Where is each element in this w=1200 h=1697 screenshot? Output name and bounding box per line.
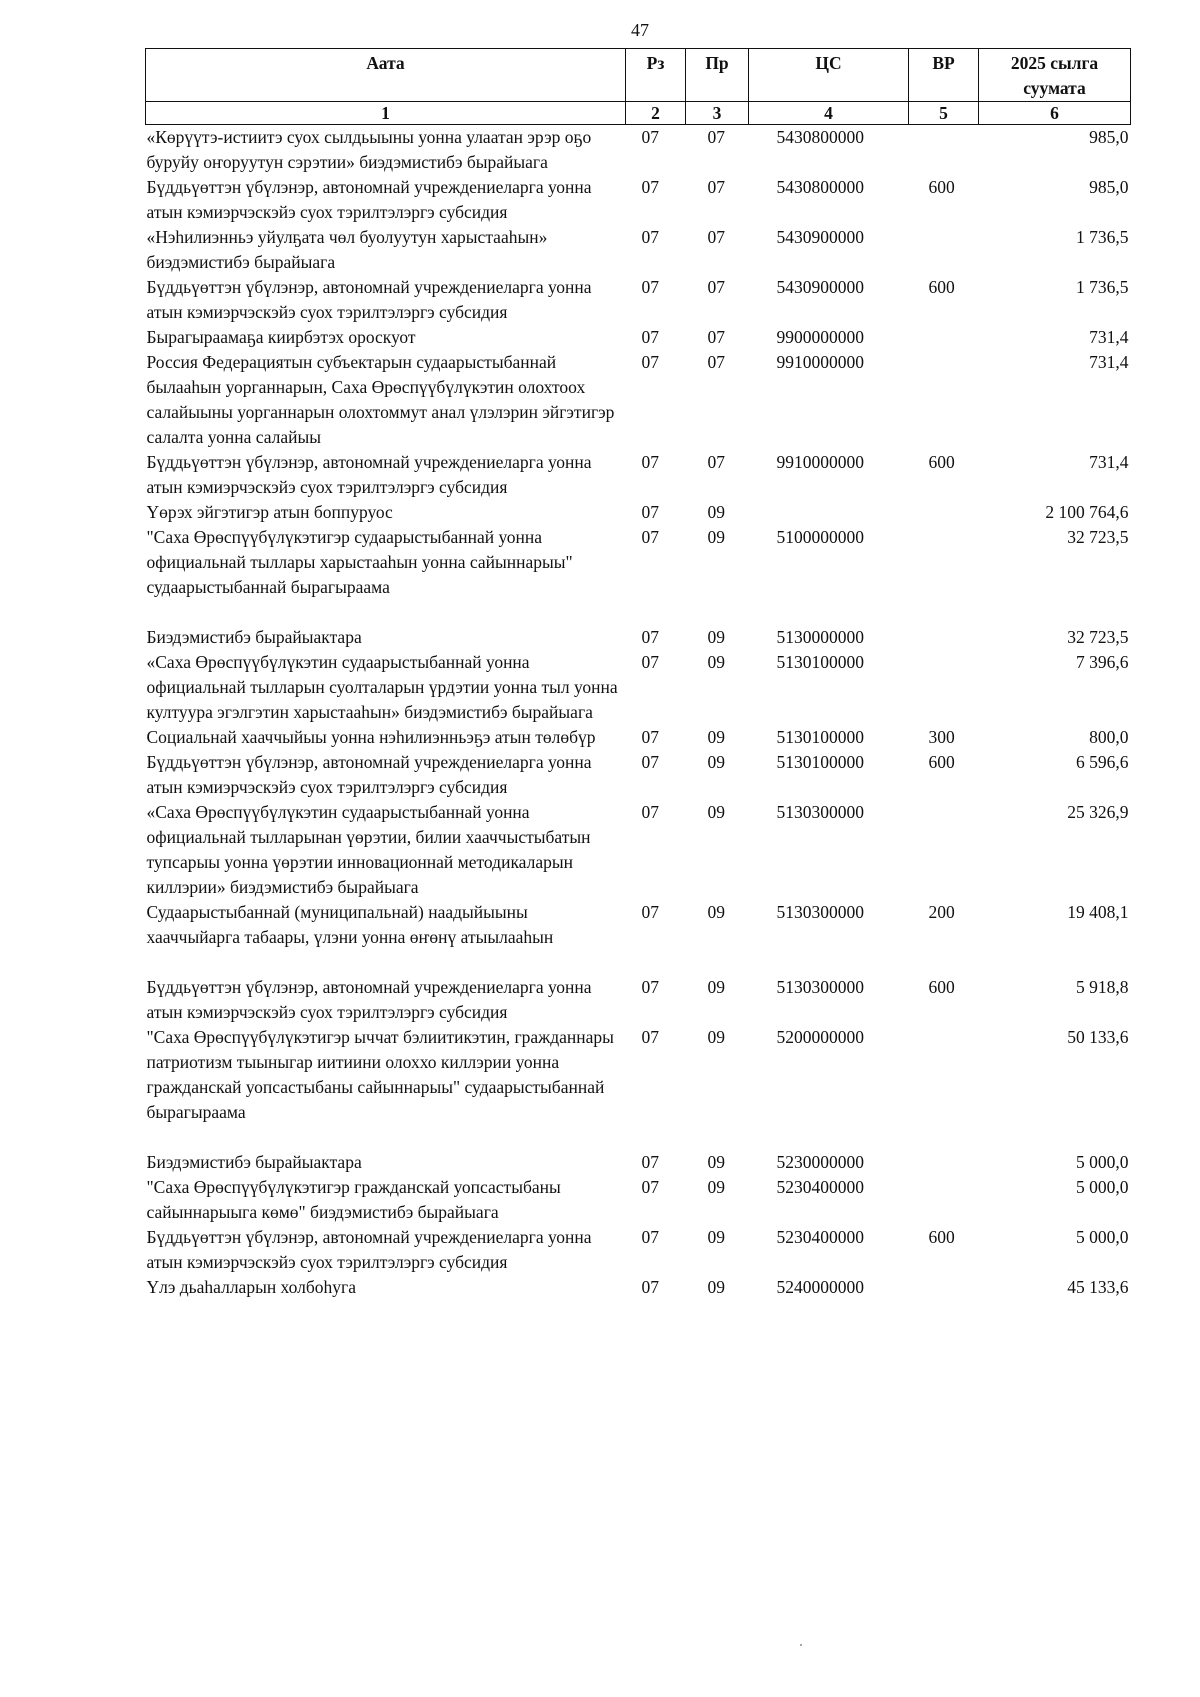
cell-cs: 5240000000 (776, 1277, 864, 1297)
cell-rz: 07 (641, 502, 659, 522)
cell-vr: 600 (928, 277, 955, 297)
cell-rz: 07 (641, 1227, 659, 1247)
cell-name: «Саха Өрөспүүбүлүкэтин судаарыстыбаннай уонна официальнай тылларын суолталарын үрдэтии уонна тыл уонна култуура эгэлгэтин харыстааһын» биэдэмистибэ бырайыага (146, 652, 618, 722)
cell-vr (909, 1025, 979, 1150)
cell-name: Бүддьүөттэн үбүлэнэр, автономнай учреждениеларга уонна атын кэмиэрчэскэйэ суох тэрилтэлэргэ субсидия (146, 752, 592, 797)
cell-sum: 45 133,6 (1067, 1277, 1129, 1297)
cell-rz: 07 (641, 352, 659, 372)
cell-name: Бүддьүөттэн үбүлэнэр, автономнай учреждениеларга уонна атын кэмиэрчэскэйэ суох тэрилтэлэргэ субсидия (146, 177, 592, 222)
cell-vr: 300 (928, 727, 955, 747)
table-row (146, 500, 1131, 525)
cell-sum: 800,0 (1089, 727, 1129, 747)
table-row (146, 1150, 1131, 1175)
cell-name: Социальнай хааччыйыы уонна нэһилиэнньэҕэ атын төлөбүр (146, 727, 596, 747)
cell-pr: 07 (707, 277, 725, 297)
cell-pr: 09 (707, 977, 725, 997)
cell-vr (909, 650, 979, 725)
cell-rz: 07 (641, 752, 659, 772)
cell-pr: 07 (707, 177, 725, 197)
scan-speck (800, 1644, 802, 1646)
cell-rz: 07 (641, 1027, 659, 1047)
page-number: 47 (631, 20, 649, 40)
cell-rz: 07 (641, 227, 659, 247)
cell-pr: 09 (707, 1027, 725, 1047)
cell-name: «Көрүүтэ-истиитэ суох сылдьыыны уонна улаатан эрэр оҕо буруйу оҥоруутун сэрэтии» биэдэмистибэ бырайыага (146, 127, 592, 172)
column-number: 4 (749, 102, 909, 125)
cell-rz: 07 (641, 902, 659, 922)
cell-vr: 600 (928, 977, 955, 997)
cell-name: Биэдэмистибэ бырайыактара (146, 1152, 362, 1172)
cell-cs: 5130100000 (776, 652, 864, 672)
cell-cs (749, 500, 909, 525)
cell-pr: 09 (707, 727, 725, 747)
cell-cs: 5200000000 (776, 1027, 864, 1047)
table-row (146, 125, 1131, 176)
cell-rz: 07 (641, 1277, 659, 1297)
column-number: 1 (146, 102, 626, 125)
cell-name: Үлэ дьаһалларын холбоһуга (146, 1277, 356, 1297)
cell-name: Бүддьүөттэн үбүлэнэр, автономнай учреждениеларга уонна атын кэмиэрчэскэйэ суох тэрилтэлэргэ субсидия (146, 977, 592, 1022)
table-row (146, 525, 1131, 625)
cell-vr (909, 800, 979, 900)
cell-cs: 5230400000 (776, 1227, 864, 1247)
cell-sum: 731,4 (1089, 352, 1129, 372)
cell-sum: 19 408,1 (1067, 902, 1129, 922)
cell-cs: 5100000000 (776, 527, 864, 547)
header-sum: 2025 сылга суумата (979, 49, 1131, 102)
cell-sum: 7 396,6 (1076, 652, 1129, 672)
cell-cs: 5130300000 (776, 977, 864, 997)
cell-sum: 50 133,6 (1067, 1027, 1129, 1047)
cell-vr (909, 325, 979, 350)
table-row (146, 1275, 1131, 1300)
cell-name: Бүддьүөттэн үбүлэнэр, автономнай учреждениеларга уонна атын кэмиэрчэскэйэ суох тэрилтэлэргэ субсидия (146, 277, 592, 322)
cell-pr: 09 (707, 527, 725, 547)
cell-rz: 07 (641, 327, 659, 347)
cell-cs: 5430800000 (776, 177, 864, 197)
cell-name: Бүддьүөттэн үбүлэнэр, автономнай учреждениеларга уонна атын кэмиэрчэскэйэ суох тэрилтэлэргэ субсидия (146, 452, 592, 497)
cell-rz: 07 (641, 1177, 659, 1197)
cell-rz: 07 (641, 1152, 659, 1172)
table-row (146, 975, 1131, 1025)
cell-name: "Саха Өрөспүүбүлүкэтигэр гражданскай уопсастыбаны сайыннарыыга көмө" биэдэмистибэ бырайыага (146, 1177, 561, 1222)
cell-pr: 09 (707, 1177, 725, 1197)
cell-rz: 07 (641, 177, 659, 197)
cell-pr: 09 (707, 627, 725, 647)
cell-vr (909, 225, 979, 275)
cell-rz: 07 (641, 527, 659, 547)
cell-pr: 09 (707, 802, 725, 822)
cell-sum: 5 000,0 (1076, 1227, 1129, 1247)
table-row (146, 350, 1131, 450)
cell-sum: 2 100 764,6 (1045, 502, 1129, 522)
cell-vr (909, 125, 979, 176)
cell-sum: 5 000,0 (1076, 1177, 1129, 1197)
table-row (146, 750, 1131, 800)
cell-cs: 9900000000 (776, 327, 864, 347)
header-cs: ЦС (749, 49, 909, 102)
cell-pr: 07 (707, 127, 725, 147)
cell-sum: 1 736,5 (1076, 227, 1129, 247)
column-number: 6 (979, 102, 1131, 125)
cell-sum: 6 596,6 (1076, 752, 1129, 772)
cell-cs: 9910000000 (776, 452, 864, 472)
table-row (146, 1225, 1131, 1275)
cell-cs: 5430900000 (776, 227, 864, 247)
cell-vr: 600 (928, 177, 955, 197)
table-row (146, 725, 1131, 750)
cell-sum: 731,4 (1089, 327, 1129, 347)
cell-sum: 5 918,8 (1076, 977, 1129, 997)
cell-name: Судаарыстыбаннай (муниципальнай) наадыйыыны хааччыйарга табаары, үлэни уонна өҥөнү атыылааһын (146, 902, 554, 947)
cell-vr: 600 (928, 752, 955, 772)
header-name: Аата (146, 49, 626, 102)
cell-cs: 5130000000 (776, 627, 864, 647)
column-number: 2 (626, 102, 686, 125)
cell-name: Үөрэх эйгэтигэр атын боппуруос (146, 502, 393, 522)
table-row (146, 650, 1131, 725)
cell-sum: 5 000,0 (1076, 1152, 1129, 1172)
cell-vr (909, 350, 979, 450)
cell-cs: 5430900000 (776, 277, 864, 297)
cell-cs: 5230400000 (776, 1177, 864, 1197)
cell-pr: 09 (707, 902, 725, 922)
cell-pr: 09 (707, 652, 725, 672)
cell-rz: 07 (641, 277, 659, 297)
cell-pr: 07 (707, 327, 725, 347)
cell-name: Биэдэмистибэ бырайыактара (146, 627, 362, 647)
cell-cs: 5230000000 (776, 1152, 864, 1172)
column-number: 5 (909, 102, 979, 125)
cell-vr (909, 500, 979, 525)
cell-rz: 07 (641, 452, 659, 472)
header-vr: ВР (909, 49, 979, 102)
table-row (146, 800, 1131, 900)
cell-pr: 07 (707, 227, 725, 247)
cell-rz: 07 (641, 127, 659, 147)
budget-table (145, 48, 1131, 1300)
cell-cs: 9910000000 (776, 352, 864, 372)
table-row (146, 325, 1131, 350)
cell-cs: 5130300000 (776, 902, 864, 922)
cell-pr: 09 (707, 1277, 725, 1297)
header-pr: Пр (686, 49, 749, 102)
cell-rz: 07 (641, 627, 659, 647)
cell-sum: 985,0 (1089, 177, 1129, 197)
cell-name: "Саха Өрөспүүбүлүкэтигэр судаарыстыбаннай уонна официальнай тыллары харыстааһын уонна сайыннарыы" судаарыстыбаннай бырагыраама (146, 527, 573, 597)
column-number-row (146, 102, 1131, 125)
table-row (146, 900, 1131, 975)
table-row (146, 225, 1131, 275)
cell-sum: 32 723,5 (1067, 627, 1129, 647)
cell-vr (909, 625, 979, 650)
header-rz: Рз (626, 49, 686, 102)
table-row (146, 1175, 1131, 1225)
cell-vr (909, 1175, 979, 1225)
cell-cs: 5130300000 (776, 802, 864, 822)
column-number: 3 (686, 102, 749, 125)
table-row (146, 275, 1131, 325)
cell-rz: 07 (641, 802, 659, 822)
cell-pr: 09 (707, 502, 725, 522)
table-row (146, 1025, 1131, 1150)
cell-name: "Саха Өрөспүүбүлүкэтигэр ыччат бэлиитикэтин, гражданнары патриотизм тыыныгар иитиини олоххо киллэрии уонна гражданскай уопсастыбаны сайыннарыы" судаарыстыбаннай бырагыраама (146, 1027, 614, 1122)
table-header-row (146, 49, 1131, 102)
cell-vr (909, 1150, 979, 1175)
table-body (146, 125, 1131, 1301)
cell-vr: 600 (928, 452, 955, 472)
cell-rz: 07 (641, 652, 659, 672)
cell-cs: 5430800000 (776, 127, 864, 147)
cell-pr: 09 (707, 1152, 725, 1172)
cell-sum: 25 326,9 (1067, 802, 1129, 822)
cell-name: «Саха Өрөспүүбүлүкэтин судаарыстыбаннай уонна официальнай тылларынан үөрэтии, билии хааччыстыбатын тупсарыы уонна үөрэтии инновационнай методикаларын киллэрии» биэдэмистибэ бырайыага (146, 802, 591, 897)
table-row (146, 450, 1131, 500)
cell-rz: 07 (641, 977, 659, 997)
table-row (146, 625, 1131, 650)
cell-pr: 07 (707, 352, 725, 372)
cell-cs: 5130100000 (776, 752, 864, 772)
cell-sum: 32 723,5 (1067, 527, 1129, 547)
cell-vr: 600 (928, 1227, 955, 1247)
cell-name: Бүддьүөттэн үбүлэнэр, автономнай учреждениеларга уонна атын кэмиэрчэскэйэ суох тэрилтэлэргэ субсидия (146, 1227, 592, 1272)
cell-vr: 200 (928, 902, 955, 922)
cell-pr: 09 (707, 1227, 725, 1247)
cell-cs: 5130100000 (776, 727, 864, 747)
cell-pr: 09 (707, 752, 725, 772)
cell-vr (909, 525, 979, 625)
cell-sum: 731,4 (1089, 452, 1129, 472)
cell-name: «Нэһилиэнньэ уйулҕата чөл буолуутун харыстааһын» биэдэмистибэ бырайыага (146, 227, 548, 272)
cell-sum: 985,0 (1089, 127, 1129, 147)
cell-vr (909, 1275, 979, 1300)
cell-sum: 1 736,5 (1076, 277, 1129, 297)
cell-name: Россия Федерациятын субъектарын судаарыстыбаннай былааһын уорганнарын, Саха Өрөспүүбүлүкэтин олохтоох салайыыны уорганнарын олохтоммут анал үлэлэрин эйгэтигэр салалта уонна салайыы (146, 352, 615, 447)
cell-rz: 07 (641, 727, 659, 747)
cell-pr: 07 (707, 452, 725, 472)
cell-name: Бырагыраамаҕа киирбэтэх ороскуот (146, 327, 416, 347)
table-row (146, 175, 1131, 225)
